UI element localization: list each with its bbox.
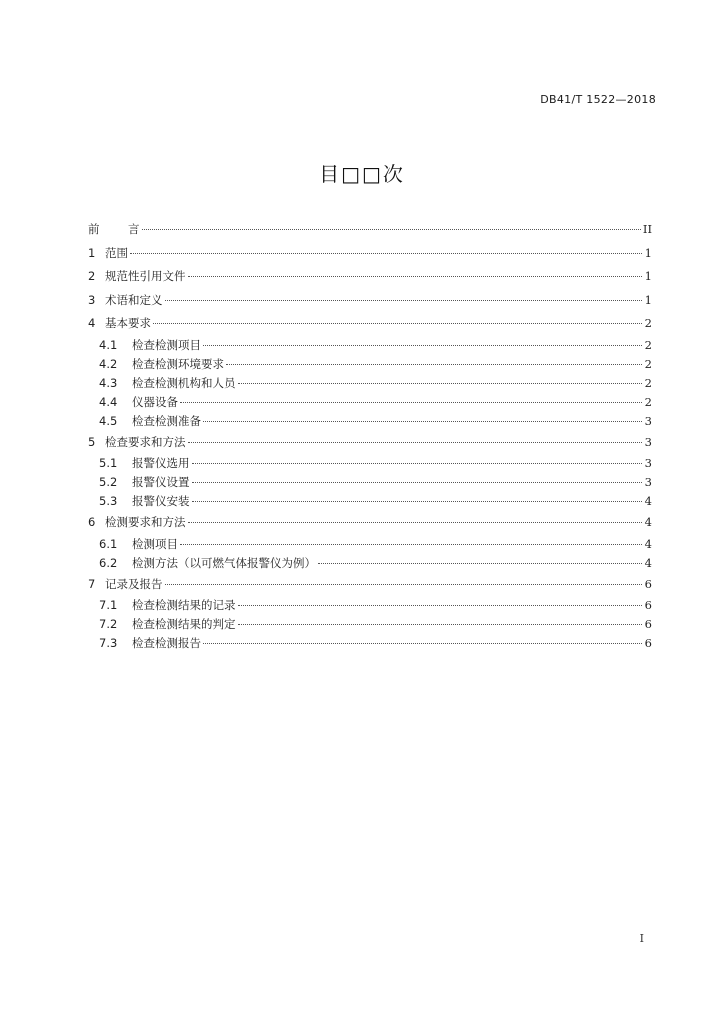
toc-entry-label: 报警仪安装 — [132, 494, 190, 508]
toc-leader-dots — [318, 563, 642, 564]
toc-entry-page: 1 — [644, 292, 652, 307]
toc-leader-dots — [192, 501, 643, 502]
toc-subentry[interactable] — [88, 554, 652, 573]
page-title: 目□□次 — [319, 162, 405, 186]
toc-entry-number: 4.4 — [99, 394, 118, 409]
toc-subentry[interactable] — [88, 596, 652, 615]
toc-leader-dots — [192, 463, 643, 464]
toc-entry-number: 5.3 — [99, 494, 118, 508]
toc-subentry[interactable] — [88, 634, 652, 653]
toc-entry-label: 检查检测准备 — [132, 413, 201, 428]
toc-entry-label: 言 — [128, 222, 140, 236]
toc-entry-label: 基本要求 — [105, 316, 151, 330]
toc-subentry[interactable] — [88, 374, 652, 393]
toc-entry-number: 4.1 — [99, 337, 118, 352]
toc-leader-dots — [203, 345, 642, 346]
toc-leader-dots — [153, 323, 642, 324]
toc-subentry[interactable] — [88, 454, 652, 473]
toc-entry-page: 6 — [644, 617, 652, 631]
toc-entry-number: 2 — [88, 269, 96, 283]
toc-entry[interactable] — [88, 312, 652, 336]
toc-leader-dots — [165, 300, 643, 301]
toc-leader-dots — [226, 364, 642, 365]
toc-entry-page: 3 — [644, 434, 652, 449]
toc-entry-page: II — [642, 222, 652, 236]
toc-entry-label: 报警仪设置 — [132, 475, 190, 489]
toc-entry-number: 6.2 — [99, 555, 118, 570]
toc-entry-page: 1 — [644, 245, 652, 260]
toc-entry[interactable] — [88, 265, 652, 289]
toc-entry-page: 6 — [644, 576, 652, 591]
toc-entry[interactable] — [88, 242, 652, 266]
toc-leader-dots — [203, 421, 642, 422]
toc-leader-dots — [192, 482, 643, 483]
toc-entry-page: 4 — [644, 515, 652, 529]
toc-leader-dots — [130, 253, 642, 254]
toc-leader-dots — [180, 402, 642, 403]
toc-entry-page: 4 — [644, 555, 652, 570]
document-code: DB41/T 1522—2018 — [540, 93, 656, 106]
toc-entry-page: 3 — [644, 413, 652, 428]
toc-subentry[interactable] — [88, 355, 652, 374]
toc-entry-number: 7.2 — [99, 617, 118, 631]
toc-entry-number: 4.3 — [99, 375, 118, 390]
toc-entry[interactable] — [88, 431, 652, 455]
toc-leader-dots — [165, 584, 643, 585]
toc-entry-number: 4.2 — [99, 356, 118, 371]
toc-entry-label: 检查检测结果的判定 — [132, 617, 236, 631]
toc-entry-number: 7 — [88, 576, 96, 591]
toc-entry-number: 4 — [88, 316, 96, 330]
toc-subentry[interactable] — [88, 492, 652, 511]
toc-entry-number: 6 — [88, 515, 96, 529]
toc-entry-label: 检测项目 — [132, 536, 178, 551]
toc-entry-number: 6.1 — [99, 536, 118, 551]
toc-entry-number: 5 — [88, 434, 96, 449]
toc-entry-page: 2 — [644, 394, 652, 409]
toc-leader-dots — [142, 229, 641, 230]
toc-subentry[interactable] — [88, 393, 652, 412]
toc-entry-label: 检测方法（以可燃气体报警仪为例） — [132, 555, 316, 570]
toc-entry-label: 报警仪选用 — [132, 456, 190, 470]
toc-entry-page: 4 — [644, 536, 652, 551]
toc-leader-dots — [238, 605, 643, 606]
toc-entry-label: 检查要求和方法 — [105, 434, 186, 449]
toc-entry-page: 3 — [644, 456, 652, 470]
toc-subentry[interactable] — [88, 473, 652, 492]
toc-entry-label: 术语和定义 — [105, 292, 163, 307]
toc-entry-page: 6 — [644, 598, 652, 612]
toc-entry-number: 4.5 — [99, 413, 118, 428]
toc-entry-label: 检查检测环境要求 — [132, 356, 224, 371]
toc-entry-page: 3 — [644, 475, 652, 489]
toc-entry[interactable] — [88, 218, 652, 242]
toc-leader-dots — [188, 276, 643, 277]
toc-entry-page: 1 — [644, 269, 652, 283]
toc-entry[interactable] — [88, 289, 652, 313]
toc-entry-label: 检测要求和方法 — [105, 515, 186, 529]
page-number: I — [639, 932, 644, 945]
toc-entry[interactable] — [88, 511, 652, 535]
toc-entry-number: 7.3 — [99, 636, 118, 650]
toc-leader-dots — [188, 442, 643, 443]
toc-leader-dots — [238, 624, 643, 625]
toc-leader-dots — [238, 383, 643, 384]
toc-entry-label: 检查检测报告 — [132, 636, 201, 650]
toc-entry-number: 前 — [88, 222, 100, 236]
toc-entry-label: 记录及报告 — [105, 576, 163, 591]
toc-entry-number: 7.1 — [99, 598, 118, 612]
toc-entry-page: 6 — [644, 636, 652, 650]
toc-entry-label: 检查检测结果的记录 — [132, 598, 236, 612]
toc-subentry[interactable] — [88, 412, 652, 431]
table-of-contents — [88, 218, 652, 653]
toc-entry-page: 2 — [644, 316, 652, 330]
toc-entry-number: 5.2 — [99, 475, 118, 489]
toc-entry-page: 2 — [644, 356, 652, 371]
toc-entry-page: 4 — [644, 494, 652, 508]
toc-entry-number: 5.1 — [99, 456, 118, 470]
toc-leader-dots — [188, 522, 643, 523]
toc-entry-page: 2 — [644, 337, 652, 352]
toc-entry-label: 范围 — [105, 245, 128, 260]
toc-leader-dots — [203, 643, 642, 644]
toc-subentry[interactable] — [88, 535, 652, 554]
toc-entry[interactable] — [88, 573, 652, 597]
toc-entry-label: 仪器设备 — [132, 394, 178, 409]
toc-entry-page: 2 — [644, 375, 652, 390]
toc-subentry[interactable] — [88, 615, 652, 634]
toc-leader-dots — [180, 544, 642, 545]
toc-entry-label: 检查检测项目 — [132, 337, 201, 352]
toc-entry-label: 规范性引用文件 — [105, 269, 186, 283]
toc-entry-number: 1 — [88, 245, 96, 260]
toc-subentry[interactable] — [88, 336, 652, 355]
toc-entry-number: 3 — [88, 292, 96, 307]
toc-entry-label: 检查检测机构和人员 — [132, 375, 236, 390]
